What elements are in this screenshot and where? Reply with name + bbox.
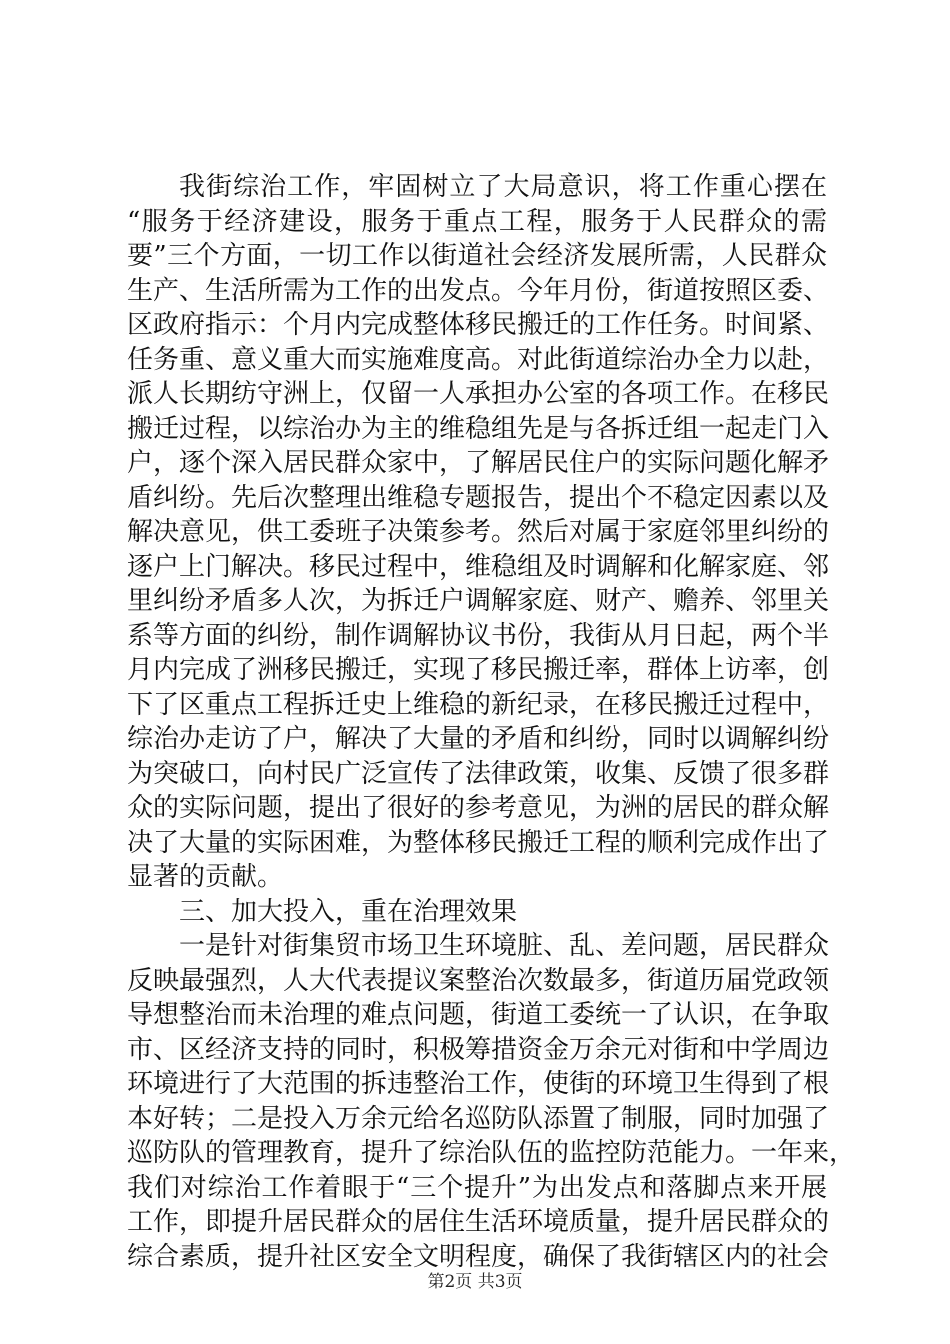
text-line: 盾纠纷。先后次整理出维稳专题报告，提出个不稳定因素以及 xyxy=(127,482,830,513)
text-line: 月内完成了洲移民搬迁，实现了移民搬迁率，群体上访率，创 xyxy=(127,655,830,685)
text-line: 本好转；二是投入万余元给名巡防队添置了制服，同时加强了 xyxy=(127,1103,830,1134)
text-line: 环境进行了大范围的拆违整治工作，使街的环境卫生得到了根 xyxy=(127,1069,830,1099)
text-line: 反映最强烈，人大代表提议案整治次数最多，街道历届党政领 xyxy=(127,965,830,996)
text-line: 我们对综治工作着眼于“三个提升”为出发点和落脚点来开展 xyxy=(127,1172,827,1203)
text-line: 户，逐个深入居民群众家中，了解居民住户的实际问题化解矛 xyxy=(127,448,830,478)
text-line: 工作，即提升居民群众的居住生活环境质量，提升居民群众的 xyxy=(127,1207,830,1237)
section-heading: 三、加大投入，重在治理效果 xyxy=(179,896,518,927)
text-line: 综合素质，提升社区安全文明程度，确保了我街辖区内的社会 xyxy=(127,1241,830,1272)
text-line: 导想整治而未治理的难点问题，街道工委统一了认识，在争取 xyxy=(127,1000,830,1030)
text-line: 里纠纷矛盾多人次，为拆迁户调解家庭、财产、赡养、邻里关 xyxy=(127,586,830,616)
text-line: 逐户上门解决。移民过程中，维稳组及时调解和化解家庭、邻 xyxy=(127,551,830,582)
text-line: 解决意见，供工委班子决策参考。然后对属于家庭邻里纠纷的 xyxy=(127,517,830,547)
text-line: 要”三个方面，一切工作以街道社会经济发展所需，人民群众 xyxy=(127,241,827,271)
text-line: 区政府指示：个月内完成整体移民搬迁的工作任务。时间紧、 xyxy=(127,310,830,340)
text-line: 一是针对街集贸市场卫生环境脏、乱、差问题，居民群众 xyxy=(179,931,830,961)
text-line: “服务于经济建设，服务于重点工程，服务于人民群众的需 xyxy=(127,206,827,237)
text-line: 搬迁过程，以综治办为主的维稳组先是与各拆迁组一起走门入 xyxy=(127,413,830,444)
text-line: 市、区经济支持的同时，积极筹措资金万余元对街和中学周边 xyxy=(127,1034,830,1065)
text-line: 任务重、意义重大而实施难度高。对此街道综治办全力以赴， xyxy=(127,344,830,375)
text-line: 下了区重点工程拆迁史上维稳的新纪录，在移民搬迁过程中， xyxy=(127,689,830,720)
text-line: 派人长期纺守洲上，仅留一人承担办公室的各项工作。在移民 xyxy=(127,379,830,409)
page-number-footer: 第2页 共3页 xyxy=(427,1272,523,1292)
text-line: 系等方面的纠纷，制作调解协议书份，我街从月日起，两个半 xyxy=(127,620,830,651)
text-line: 决了大量的实际困难，为整体移民搬迁工程的顺利完成作出了 xyxy=(127,827,830,858)
text-line: 综治办走访了户，解决了大量的矛盾和纠纷，同时以调解纠纷 xyxy=(127,724,830,754)
text-line: 众的实际问题，提出了很好的参考意见，为洲的居民的群众解 xyxy=(127,793,830,823)
text-line: 我街综治工作，牢固树立了大局意识，将工作重心摆在 xyxy=(179,172,827,202)
text-line: 生产、生活所需为工作的出发点。今年月份，街道按照区委、 xyxy=(127,275,830,306)
text-line: 为突破口，向村民广泛宣传了法律政策，收集、反馈了很多群 xyxy=(127,758,830,789)
text-line: 显著的贡献。 xyxy=(127,862,284,892)
text-line: 巡防队的管理教育，提升了综治队伍的监控防范能力。一年来， xyxy=(127,1138,856,1168)
body-text xyxy=(127,170,856,1274)
